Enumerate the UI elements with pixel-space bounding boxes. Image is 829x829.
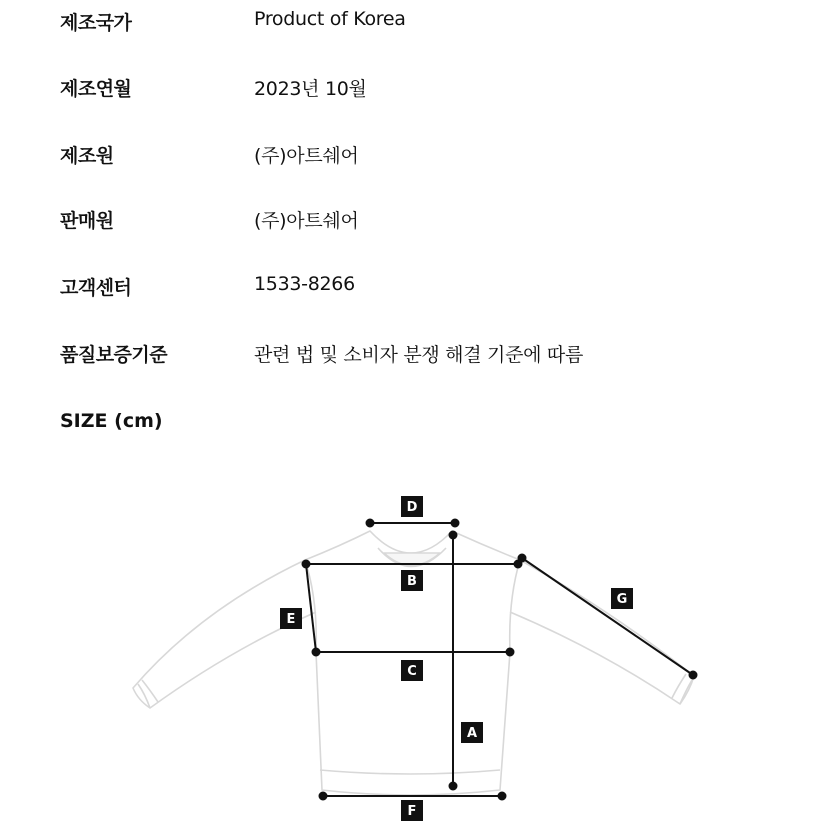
info-label: 제조원 xyxy=(60,145,114,167)
measure-label-text: A xyxy=(466,726,478,741)
measure-label-a xyxy=(461,722,483,743)
measure-label-e xyxy=(280,608,302,629)
info-value: (주)아트쉐어 xyxy=(254,210,359,232)
measure-point xyxy=(499,793,506,800)
measure-label-text: G xyxy=(616,592,628,607)
measure-point xyxy=(690,672,697,679)
measure-point xyxy=(452,520,459,527)
info-value: Product of Korea xyxy=(254,8,406,30)
measure-label-d xyxy=(401,496,423,517)
measure-label-text: D xyxy=(406,500,418,515)
size-title: SIZE xyxy=(60,410,108,432)
measure-point xyxy=(367,520,374,527)
measure-point xyxy=(507,649,514,656)
size-unit: (cm) xyxy=(114,410,163,432)
info-value: 2023년 10월 xyxy=(254,78,367,100)
measure-point xyxy=(450,783,457,790)
measure-line-g xyxy=(522,558,693,675)
measure-label-text: F xyxy=(407,804,417,819)
info-value: 관련 법 및 소비자 분쟁 해결 기준에 따름 xyxy=(254,344,584,366)
info-value: (주)아트쉐어 xyxy=(254,145,359,167)
info-label: 제조국가 xyxy=(60,12,132,34)
info-label: 품질보증기준 xyxy=(60,344,168,366)
info-value: 1533-8266 xyxy=(254,273,355,295)
measure-point xyxy=(450,532,457,539)
measure-label-f xyxy=(401,800,423,821)
measure-label-text: E xyxy=(286,612,296,627)
measure-label-b xyxy=(401,570,423,591)
measure-label-g xyxy=(611,588,633,609)
info-label: 제조연월 xyxy=(60,78,132,100)
info-label: 판매원 xyxy=(60,210,114,232)
measure-label-text: C xyxy=(407,664,417,679)
measure-point xyxy=(519,555,526,562)
measure-label-c xyxy=(401,660,423,681)
info-label: 고객센터 xyxy=(60,277,132,299)
measure-label-text: B xyxy=(407,574,417,589)
measure-point xyxy=(320,793,327,800)
